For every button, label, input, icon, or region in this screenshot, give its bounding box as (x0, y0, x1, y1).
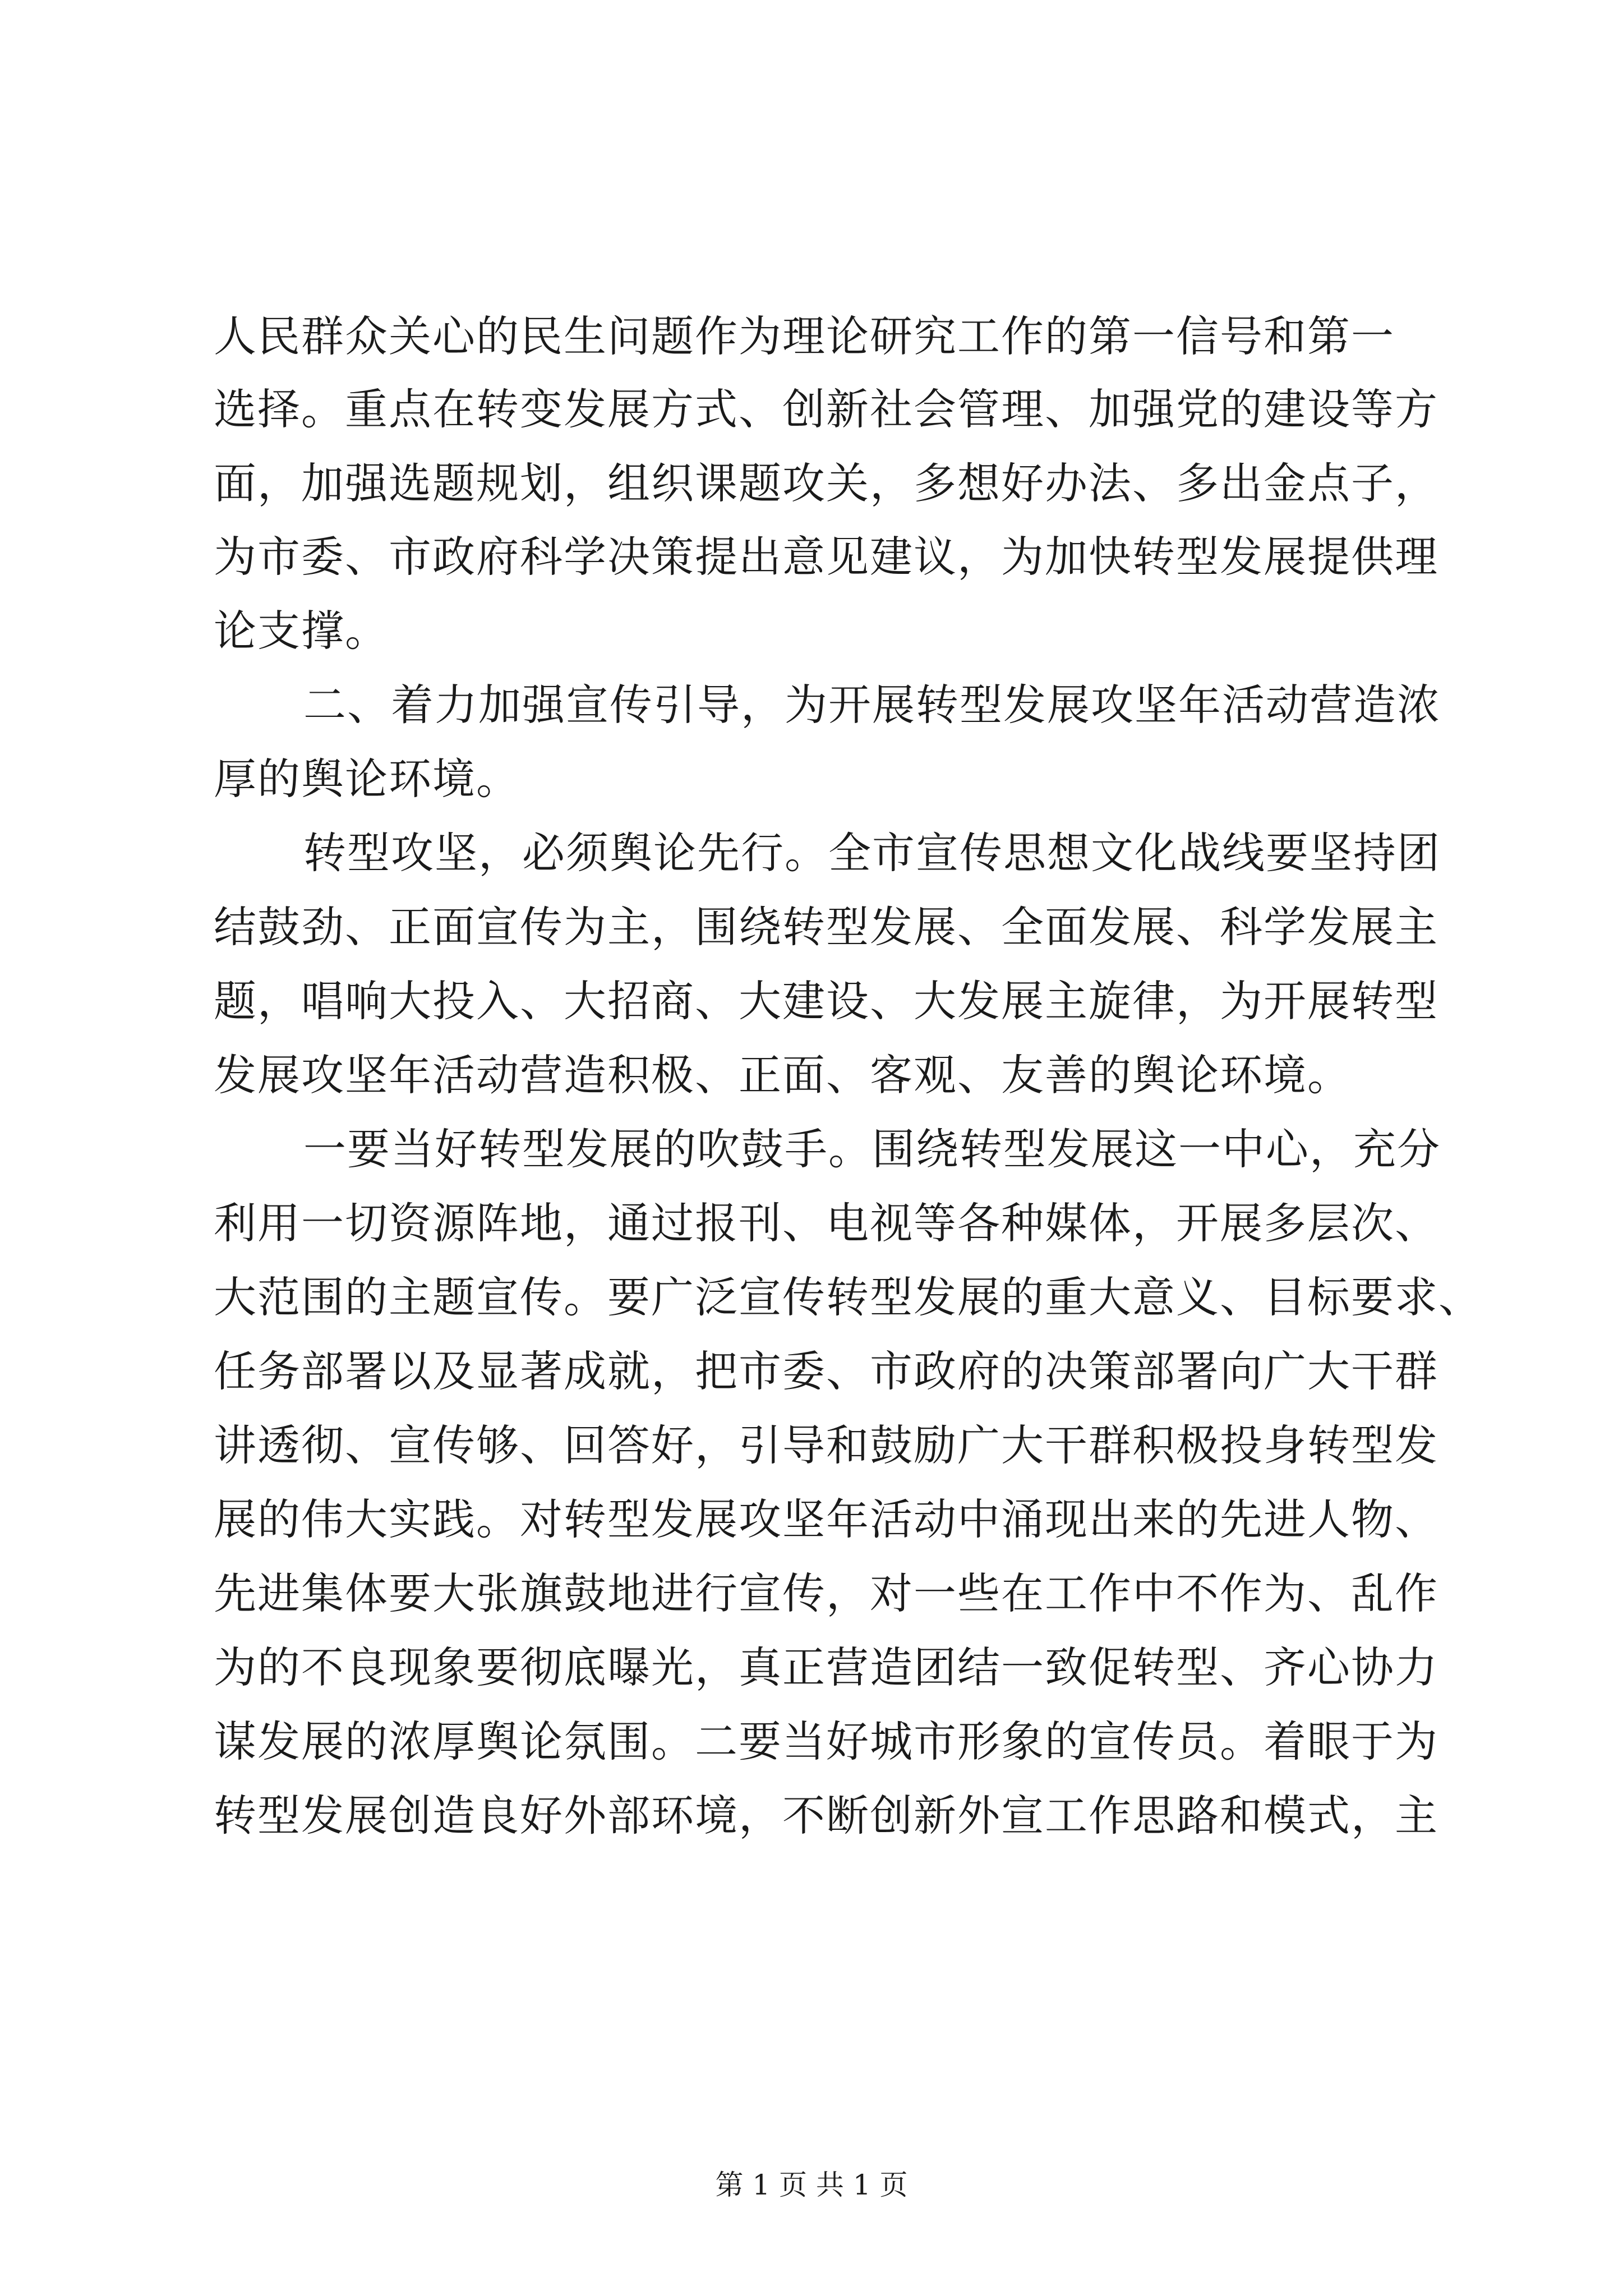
text-line: 为的不良现象要彻底曝光，真正营造团结一致促转型、齐心协力 (214, 1642, 1438, 1692)
text-line: 发展攻坚年活动营造积极、正面、客观、友善的舆论环境。 (214, 1050, 1351, 1100)
text-line: 大范围的主题宣传。要广泛宣传转型发展的重大意义、目标要求、 (214, 1272, 1482, 1322)
text-line: 先进集体要大张旗鼓地进行宣传，对一些在工作中不作为、乱作 (214, 1568, 1438, 1618)
text-line: 选择。重点在转变发展方式、创新社会管理、加强党的建设等方 (214, 384, 1438, 434)
text-line: 展的伟大实践。对转型发展攻坚年活动中涌现出来的先进人物、 (214, 1494, 1438, 1544)
section-heading-line: 二、着力加强宣传引导，为开展转型发展攻坚年活动营造浓 (303, 680, 1441, 730)
text-line: 一要当好转型发展的吹鼓手。围绕转型发展这一中心，充分 (303, 1124, 1441, 1174)
text-line: 利用一切资源阵地，通过报刊、电视等各种媒体，开展多层次、 (214, 1198, 1438, 1248)
page-footer: 第 1 页 共 1 页 (715, 2169, 908, 2201)
text-line: 转型发展创造良好外部环境，不断创新外宣工作思路和模式，主 (214, 1791, 1438, 1841)
text-line: 讲透彻、宣传够、回答好，引导和鼓励广大干群积极投身转型发 (214, 1420, 1438, 1470)
text-line: 转型攻坚，必须舆论先行。全市宣传思想文化战线要坚持团 (303, 828, 1441, 878)
text-line: 题，唱响大投入、大招商、大建设、大发展主旋律，为开展转型 (214, 976, 1438, 1026)
text-line: 人民群众关心的民生问题作为理论研究工作的第一信号和第一 (214, 311, 1395, 361)
text-line: 为市委、市政府科学决策提出意见建议，为加快转型发展提供理 (214, 532, 1438, 582)
text-line: 谋发展的浓厚舆论氛围。二要当好城市形象的宣传员。着眼于为 (214, 1717, 1438, 1766)
text-line: 任务部署以及显著成就，把市委、市政府的决策部署向广大干群 (214, 1346, 1438, 1396)
text-line: 结鼓劲、正面宣传为主，围绕转型发展、全面发展、科学发展主 (214, 902, 1438, 952)
text-line: 论支撑。 (214, 606, 389, 656)
text-line: 面，加强选题规划，组织课题攻关，多想好办法、多出金点子， (214, 458, 1438, 508)
section-heading-line: 厚的舆论环境。 (214, 754, 520, 804)
